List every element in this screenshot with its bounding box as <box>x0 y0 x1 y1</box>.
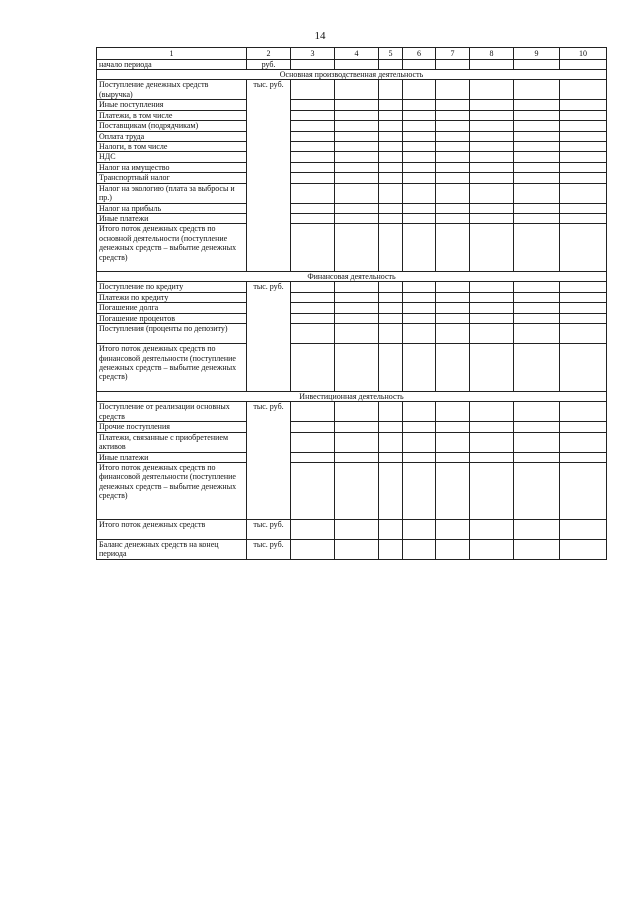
table-cell <box>379 324 403 344</box>
table-row <box>97 60 607 70</box>
column-header: 9 <box>514 48 560 60</box>
table-row <box>97 313 607 323</box>
row-label: Поступления (проценты по депозиту) <box>97 324 247 344</box>
table-cell <box>335 162 379 172</box>
table-cell <box>291 519 335 539</box>
table-cell <box>403 214 436 224</box>
table-cell <box>560 203 607 213</box>
table-cell <box>379 402 403 422</box>
table-cell <box>436 292 470 302</box>
table-cell <box>291 80 335 100</box>
table-cell <box>335 324 379 344</box>
table-cell <box>291 539 335 559</box>
table-cell <box>436 462 470 519</box>
table-cell <box>379 462 403 519</box>
table-cell <box>514 519 560 539</box>
table-cell <box>379 282 403 292</box>
table-cell <box>403 292 436 302</box>
table-cell <box>335 402 379 422</box>
table-row <box>97 131 607 141</box>
table-row <box>97 142 607 152</box>
row-label: Налоги, в том числе <box>97 142 247 152</box>
table-cell <box>514 313 560 323</box>
table-cell <box>335 303 379 313</box>
table-cell <box>514 344 560 392</box>
table-cell <box>514 60 560 70</box>
table-cell <box>335 110 379 120</box>
table-cell <box>470 452 514 462</box>
table-cell <box>291 60 335 70</box>
column-header: 5 <box>379 48 403 60</box>
table-cell <box>335 462 379 519</box>
column-header: 3 <box>291 48 335 60</box>
table-cell <box>470 110 514 120</box>
row-label: Налог на имущество <box>97 162 247 172</box>
table-row <box>97 324 607 344</box>
table-cell <box>470 539 514 559</box>
table-cell <box>436 539 470 559</box>
table-cell <box>403 162 436 172</box>
table-cell <box>335 121 379 131</box>
row-label: Иные платежи <box>97 214 247 224</box>
table-cell <box>403 324 436 344</box>
table-cell <box>403 110 436 120</box>
table-row <box>97 452 607 462</box>
table-cell <box>335 183 379 203</box>
row-label: начало периода <box>97 60 247 70</box>
table-cell <box>379 224 403 272</box>
table-cell <box>403 402 436 422</box>
table-cell <box>470 303 514 313</box>
table-cell <box>560 539 607 559</box>
table-cell <box>470 162 514 172</box>
table-cell <box>436 282 470 292</box>
section-title: Основная производственная деятельность <box>97 70 607 80</box>
table-cell <box>379 100 403 110</box>
row-label: Платежи, в том числе <box>97 110 247 120</box>
table-cell <box>470 131 514 141</box>
table-cell <box>335 422 379 432</box>
table-row <box>97 462 607 519</box>
section-title: Инвестиционная деятельность <box>97 392 607 402</box>
column-header: 1 <box>97 48 247 60</box>
table-cell <box>379 142 403 152</box>
table-cell <box>379 121 403 131</box>
table-cell <box>470 422 514 432</box>
table-cell <box>436 303 470 313</box>
table-cell <box>335 214 379 224</box>
row-label: Налог на прибыль <box>97 203 247 213</box>
table-cell <box>470 152 514 162</box>
table-cell <box>379 183 403 203</box>
table-cell <box>379 162 403 172</box>
column-header: 10 <box>560 48 607 60</box>
table-row <box>97 432 607 452</box>
table-cell <box>470 402 514 422</box>
row-unit: тыс. руб. <box>247 282 291 392</box>
table-cell <box>560 173 607 183</box>
table-cell <box>403 80 436 100</box>
table-cell <box>379 214 403 224</box>
table-cell <box>403 519 436 539</box>
row-label: Транспортный налог <box>97 173 247 183</box>
table-cell <box>403 539 436 559</box>
table-cell <box>379 203 403 213</box>
table-cell <box>436 162 470 172</box>
table-cell <box>436 203 470 213</box>
table-cell <box>560 303 607 313</box>
table-cell <box>560 313 607 323</box>
table-row <box>97 100 607 110</box>
row-label: Итого поток денежных средств <box>97 519 247 539</box>
table-cell <box>335 142 379 152</box>
row-label: Итого поток денежных средств по финансовой деятельности (поступление денежных средств – выбытие денежных средств) <box>97 344 247 392</box>
table-cell <box>470 142 514 152</box>
table-cell <box>291 402 335 422</box>
table-cell <box>379 303 403 313</box>
table-cell <box>335 224 379 272</box>
table-cell <box>436 214 470 224</box>
table-cell <box>560 131 607 141</box>
table-body <box>97 60 607 560</box>
table-cell <box>514 110 560 120</box>
table-cell <box>403 313 436 323</box>
table-cell <box>403 224 436 272</box>
row-label: Платежи по кредиту <box>97 292 247 302</box>
table-cell <box>436 60 470 70</box>
table-cell <box>403 131 436 141</box>
table-row <box>97 80 607 100</box>
table-cell <box>514 432 560 452</box>
table-cell <box>403 344 436 392</box>
table-cell <box>470 60 514 70</box>
table-cell <box>514 183 560 203</box>
table-cell <box>379 60 403 70</box>
table-row <box>97 224 607 272</box>
table-cell <box>291 183 335 203</box>
table-cell <box>291 292 335 302</box>
table-cell <box>403 142 436 152</box>
table-cell <box>560 142 607 152</box>
table-cell <box>560 462 607 519</box>
row-label: Поступление денежных средств (выручка) <box>97 80 247 100</box>
table-cell <box>514 539 560 559</box>
table-cell <box>470 519 514 539</box>
table-cell <box>379 452 403 462</box>
table-cell <box>436 519 470 539</box>
table-cell <box>291 282 335 292</box>
table-cell <box>514 282 560 292</box>
table-row <box>97 152 607 162</box>
row-label: Иные поступления <box>97 100 247 110</box>
table-row <box>97 203 607 213</box>
table-cell <box>514 152 560 162</box>
table-row <box>97 214 607 224</box>
row-unit: руб. <box>247 60 291 70</box>
column-header: 6 <box>403 48 436 60</box>
table-cell <box>291 162 335 172</box>
table-cell <box>436 344 470 392</box>
table-cell <box>379 539 403 559</box>
table-cell <box>560 214 607 224</box>
table-cell <box>436 100 470 110</box>
table-cell <box>514 324 560 344</box>
table-cell <box>514 462 560 519</box>
table-cell <box>436 313 470 323</box>
table-row <box>97 344 607 392</box>
table-cell <box>470 313 514 323</box>
table-cell <box>514 121 560 131</box>
table-cell <box>560 344 607 392</box>
table-cell <box>379 110 403 120</box>
table-cell <box>470 214 514 224</box>
table-cell <box>403 452 436 462</box>
table-cell <box>291 214 335 224</box>
table-cell <box>436 224 470 272</box>
table-cell <box>514 303 560 313</box>
table-cell <box>436 80 470 100</box>
table-row <box>97 121 607 131</box>
table-cell <box>560 422 607 432</box>
table-cell <box>470 173 514 183</box>
table-cell <box>470 344 514 392</box>
table-cell <box>436 121 470 131</box>
table-cell <box>560 162 607 172</box>
table-cell <box>514 203 560 213</box>
table-row <box>97 539 607 559</box>
table-cell <box>403 152 436 162</box>
table-cell <box>291 142 335 152</box>
page-number: 14 <box>314 30 326 42</box>
table-cell <box>560 292 607 302</box>
table-row <box>97 183 607 203</box>
table-cell <box>470 183 514 203</box>
table-cell <box>403 203 436 213</box>
table-cell <box>514 100 560 110</box>
table-cell <box>335 131 379 141</box>
table-cell <box>291 152 335 162</box>
table-cell <box>379 519 403 539</box>
table-cell <box>379 292 403 302</box>
table-cell <box>335 519 379 539</box>
table-row <box>97 162 607 172</box>
table-cell <box>379 173 403 183</box>
table-cell <box>514 292 560 302</box>
table-cell <box>403 60 436 70</box>
column-header: 4 <box>335 48 379 60</box>
table-cell <box>514 80 560 100</box>
table-cell <box>470 462 514 519</box>
table-cell <box>379 422 403 432</box>
table-cell <box>470 121 514 131</box>
row-label: Налог на экологию (плата за выбросы и пр.) <box>97 183 247 203</box>
table-cell <box>560 324 607 344</box>
table-cell <box>470 432 514 452</box>
table-cell <box>470 203 514 213</box>
table-cell <box>560 452 607 462</box>
table-cell <box>291 432 335 452</box>
table-cell <box>335 80 379 100</box>
table-cell <box>335 344 379 392</box>
table-cell <box>470 80 514 100</box>
table-cell <box>470 100 514 110</box>
table-cell <box>470 282 514 292</box>
table-cell <box>335 292 379 302</box>
column-header: 7 <box>436 48 470 60</box>
table-cell <box>335 60 379 70</box>
table-cell <box>291 110 335 120</box>
table-cell <box>514 224 560 272</box>
table-cell <box>470 292 514 302</box>
table-cell <box>514 162 560 172</box>
table-cell <box>436 110 470 120</box>
table-cell <box>403 432 436 452</box>
table-cell <box>335 452 379 462</box>
table-row <box>97 282 607 292</box>
row-unit: тыс. руб. <box>247 402 291 520</box>
row-label: Итого поток денежных средств по финансовой деятельности (поступление денежных средств – выбытие денежных средств) <box>97 462 247 519</box>
table-cell <box>436 324 470 344</box>
table-cell <box>560 432 607 452</box>
table-cell <box>436 142 470 152</box>
table-cell <box>291 173 335 183</box>
row-label: Оплата труда <box>97 131 247 141</box>
section-header-row <box>97 70 607 80</box>
section-header-row <box>97 272 607 282</box>
table-cell <box>560 60 607 70</box>
row-label: Поставщикам (подрядчикам) <box>97 121 247 131</box>
section-title: Финансовая деятельность <box>97 272 607 282</box>
row-label: Иные платежи <box>97 452 247 462</box>
table-cell <box>291 224 335 272</box>
table-cell <box>335 203 379 213</box>
table-cell <box>335 432 379 452</box>
table-row <box>97 519 607 539</box>
table-cell <box>560 121 607 131</box>
table-cell <box>560 80 607 100</box>
table-row <box>97 422 607 432</box>
table-cell <box>436 422 470 432</box>
table-cell <box>560 402 607 422</box>
column-header: 2 <box>247 48 291 60</box>
table-cell <box>335 313 379 323</box>
table-cell <box>560 224 607 272</box>
table-cell <box>291 121 335 131</box>
row-unit: тыс. руб. <box>247 80 291 272</box>
table-row <box>97 303 607 313</box>
table-cell <box>403 303 436 313</box>
table-cell <box>403 462 436 519</box>
table-cell <box>379 313 403 323</box>
table-cell <box>291 303 335 313</box>
table-cell <box>436 173 470 183</box>
column-header: 8 <box>470 48 514 60</box>
table-cell <box>291 422 335 432</box>
table-cell <box>560 152 607 162</box>
table-cell <box>335 152 379 162</box>
table-row <box>97 110 607 120</box>
row-unit: тыс. руб. <box>247 539 291 559</box>
row-unit: тыс. руб. <box>247 519 291 539</box>
row-label: Поступление от реализации основных средств <box>97 402 247 422</box>
row-label: Поступление по кредиту <box>97 282 247 292</box>
row-label: Итого поток денежных средств по основной деятельности (поступление денежных средств – выбытие денежных средств) <box>97 224 247 272</box>
row-label: НДС <box>97 152 247 162</box>
table-row <box>97 173 607 183</box>
row-label: Платежи, связанные с приобретением активов <box>97 432 247 452</box>
table-cell <box>514 452 560 462</box>
section-header-row <box>97 392 607 402</box>
table-cell <box>379 80 403 100</box>
table-cell <box>514 131 560 141</box>
table-row <box>97 292 607 302</box>
table-cell <box>335 173 379 183</box>
table-cell <box>560 282 607 292</box>
table-cell <box>379 152 403 162</box>
table-cell <box>335 100 379 110</box>
table-cell <box>291 462 335 519</box>
row-label: Баланс денежных средств на конец периода <box>97 539 247 559</box>
table-cell <box>514 422 560 432</box>
table-cell <box>291 131 335 141</box>
table-cell <box>470 324 514 344</box>
table-cell <box>291 452 335 462</box>
row-label: Погашение процентов <box>97 313 247 323</box>
table-cell <box>436 452 470 462</box>
table-cell <box>403 183 436 203</box>
cash-flow-table <box>96 47 607 560</box>
table-cell <box>335 539 379 559</box>
table-row <box>97 402 607 422</box>
table-cell <box>291 203 335 213</box>
table-cell <box>291 100 335 110</box>
table-cell <box>379 432 403 452</box>
table-cell <box>403 100 436 110</box>
table-cell <box>514 173 560 183</box>
table-cell <box>560 110 607 120</box>
table-cell <box>403 173 436 183</box>
table-cell <box>514 142 560 152</box>
table-cell <box>560 183 607 203</box>
table-cell <box>291 344 335 392</box>
column-number-row <box>97 48 607 60</box>
table-cell <box>291 313 335 323</box>
table-cell <box>514 214 560 224</box>
table-cell <box>436 131 470 141</box>
row-label: Погашение долга <box>97 303 247 313</box>
table-cell <box>291 324 335 344</box>
table-cell <box>436 402 470 422</box>
table-cell <box>379 344 403 392</box>
row-label: Прочие поступления <box>97 422 247 432</box>
table-cell <box>403 282 436 292</box>
table-cell <box>514 402 560 422</box>
table-cell <box>403 121 436 131</box>
table-cell <box>403 422 436 432</box>
table-cell <box>335 282 379 292</box>
table-cell <box>379 131 403 141</box>
table-cell <box>560 100 607 110</box>
table-cell <box>560 519 607 539</box>
table-cell <box>436 152 470 162</box>
table-cell <box>436 183 470 203</box>
table-cell <box>436 432 470 452</box>
table-cell <box>470 224 514 272</box>
